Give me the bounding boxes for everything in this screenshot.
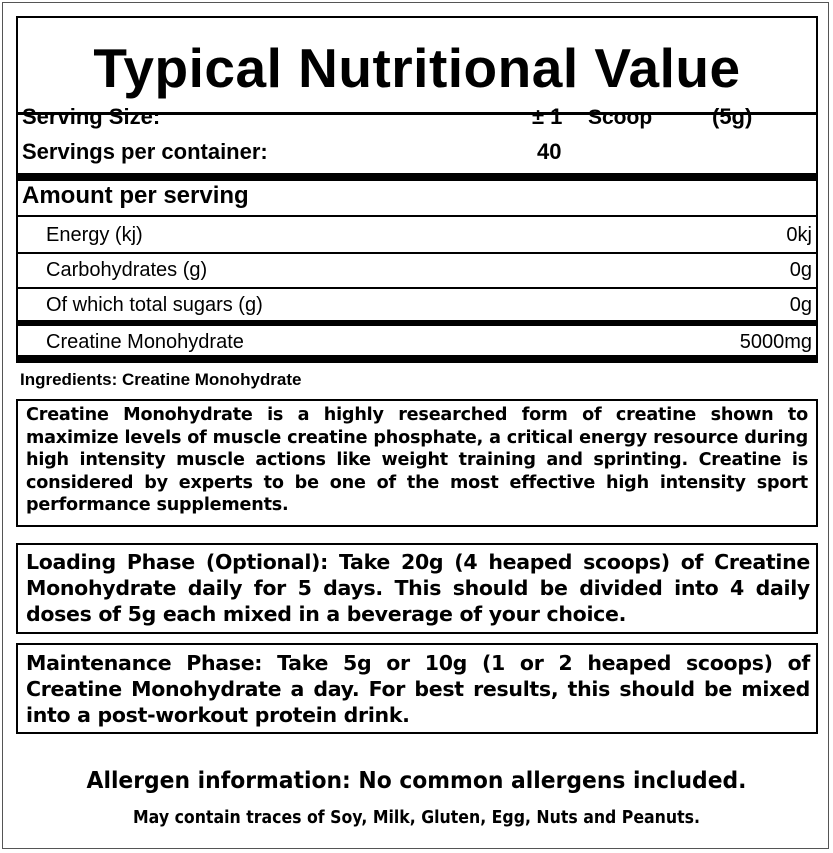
nutrient-name: Of which total sugars (g) (46, 294, 263, 316)
nutrient-name: Carbohydrates (g) (46, 259, 208, 281)
ingredients-line: Ingredients: Creatine Monohydrate (20, 370, 302, 389)
panel-bottom-rule (18, 355, 816, 363)
serving-size-qty: ± 1 (532, 104, 563, 129)
nutrient-value: 0g (789, 259, 812, 281)
maintenance-phase-box: Maintenance Phase: Take 5g or 10g (1 or 2 heaped scoops) of Creatine Monohydrate a day. For best results, this should be mixed into a post-workout protein drink. (16, 643, 818, 734)
allergen-information: Allergen information: No common allergens included. (86, 766, 747, 794)
label-title: Typical Nutritional Value (93, 37, 741, 99)
nutrient-row (46, 325, 812, 359)
servings-per-container-value: 40 (537, 139, 562, 164)
nutrient-value: 0g (789, 294, 812, 316)
servings-per-container-label: Servings per container: (22, 139, 268, 164)
serving-size-unit: Scoop (588, 106, 653, 129)
nutrient-row (46, 253, 812, 287)
nutrient-name: Creatine Monohydrate (46, 331, 244, 353)
nutrition-facts-panel (16, 16, 818, 363)
nutrient-value: 5000mg (739, 331, 812, 353)
loading-phase-box: Loading Phase (Optional): Take 20g (4 heaped scoops) of Creatine Monohydrate daily for 5 days. This should be divided into 4 daily doses of 5g each mixed in a beverage of your choice. (16, 543, 818, 634)
nutrient-value: 0kj (786, 224, 812, 246)
allergen-traces: May contain traces of Soy, Milk, Gluten, Egg, Nuts and Peanuts. (133, 808, 700, 828)
nutrient-name: Energy (kj) (46, 224, 143, 246)
nutrient-row (46, 288, 812, 322)
serving-size-grams: (5g) (712, 104, 753, 129)
description-box: Creatine Monohydrate is a highly researched form of creatine shown to maximize levels of muscle creatine phosphate, a critical energy resource during high intensity muscle actions like weight training and sprinting. Creatine is considered by experts to be one of the most effective high intensity sport performance supplements. (16, 399, 818, 527)
amount-divider (18, 215, 816, 217)
serving-size-label: Serving Size: (22, 104, 161, 129)
nutrient-row (46, 218, 812, 252)
amount-per-serving-heading: Amount per serving (22, 182, 249, 209)
serving-divider (18, 173, 816, 181)
